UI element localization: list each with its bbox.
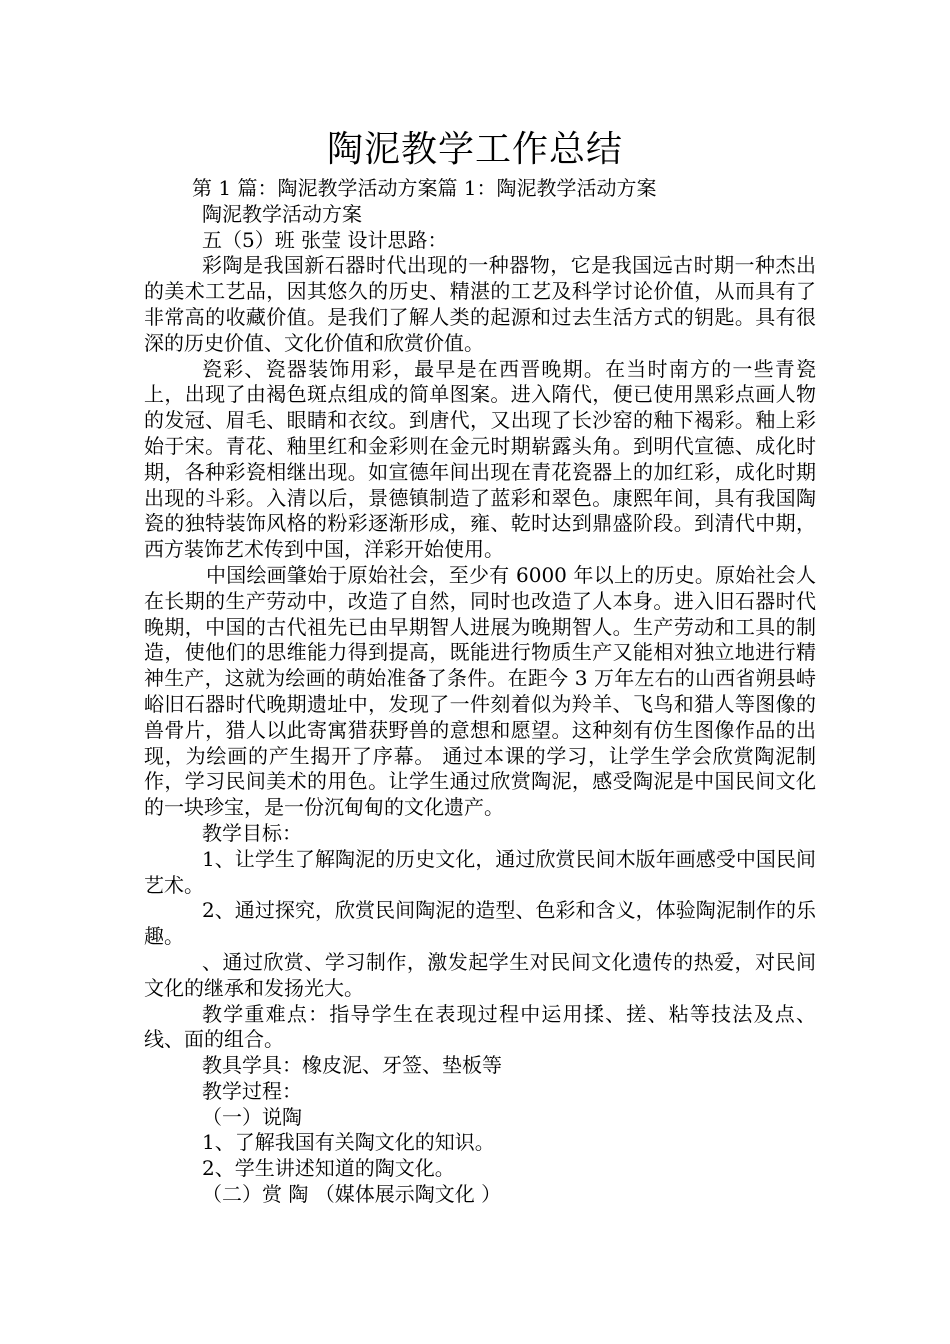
list-heading: 教学目标： bbox=[202, 820, 302, 845]
list-item: 2、学生讲述知道的陶文化。 bbox=[202, 1156, 455, 1181]
list-item: 2、通过探究，欣赏民间陶泥的造型、色彩和含义，体验陶泥制作的乐趣。 bbox=[144, 898, 816, 949]
subheading: 陶泥教学活动方案 bbox=[202, 201, 362, 226]
paragraph: 瓷彩、瓷器装饰用彩，最早是在西晋晚期。在当时南方的一些青瓷上，出现了由褐色斑点组成的简单图案。进入隋代，便已使用黑彩点画人物的发冠、眉毛、眼睛和衣纹。到唐代，又出现了长沙窑的釉下褐彩。釉上彩始于宋。青花、釉里红和金彩则在金元时期崭露头角。到明代宣德、成化时期，各种彩瓷相继出现。如宣德年间出现在青花瓷器上的加红彩，成化时期出现的斗彩。入清以后，景德镇制造了蓝彩和翠色。康熙年间，具有我国陶瓷的独特装饰风格的粉彩逐渐形成，雍、乾时达到鼎盛阶段。到清代中期，西方装饰艺术传到中国，洋彩开始使用。 bbox=[144, 356, 816, 562]
list-item: （一）说陶 bbox=[202, 1104, 302, 1129]
paragraph: 彩陶是我国新石器时代出现的一种器物，它是我国远古时期一种杰出的美术工艺品，因其悠久的历史、精湛的工艺及科学讨论价值，从而具有了非常高的收藏价值。是我们了解人类的起源和过去生活方式的钥匙。具有很深的历史价值、文化价值和欣赏价值。 bbox=[144, 253, 816, 355]
section-heading: 第 1 篇：陶泥教学活动方案篇 1：陶泥教学活动方案 bbox=[192, 176, 657, 200]
paragraph: 教具学具：橡皮泥、牙签、垫板等 bbox=[202, 1053, 502, 1078]
paragraph: 教学重难点：指导学生在表现过程中运用揉、搓、粘等技法及点、线、面的组合。 bbox=[144, 1001, 816, 1052]
list-item: 、通过欣赏、学习制作，激发起学生对民间文化遗传的热爱，对民间文化的继承和发扬光大。 bbox=[144, 949, 816, 1000]
document-title: 陶泥教学工作总结 bbox=[326, 129, 623, 170]
paragraph: 中国绘画肇始于原始社会，至少有 6000 年以上的历史。原始社会人在长期的生产劳动中，改造了自然，同时也改造了人本身。进入旧石器时代晚期，中国的古代祖先已由早期智人进展为晚期智人。生产劳动和工具的制造，使他们的思维能力得到提高，既能进行物质生产又能相对独立地进行精神生产，这就为绘画的萌始准备了条件。在距今 3 万年左右的山西省朔县峙峪旧石器时代晚期遗址中，发现了一件刻着似为羚羊、飞鸟和猎人等图像的兽骨片，猎人以此寄寓猎获野兽的意想和愿望。这种刻有仿生图像作品的出现，为绘画的产生揭开了序幕。 通过本课的学习，让学生学会欣赏陶泥制作，学习民间美术的用色。让学生通过欣赏陶泥，感受陶泥是中国民间文化的一块珍宝，是一份沉甸甸的文化遗产。 bbox=[144, 562, 816, 820]
document-body bbox=[144, 176, 816, 1208]
list-item: 1、让学生了解陶泥的历史文化，通过欣赏民间木版年画感受中国民间艺术。 bbox=[144, 846, 816, 897]
list-item: （二）赏 陶 （媒体展示陶文化 ） bbox=[202, 1182, 502, 1207]
list-item: 1、了解我国有关陶文化的知识。 bbox=[202, 1130, 495, 1155]
author-line: 五（5）班 张莹 设计思路： bbox=[202, 227, 448, 252]
list-heading: 教学过程： bbox=[202, 1078, 302, 1103]
